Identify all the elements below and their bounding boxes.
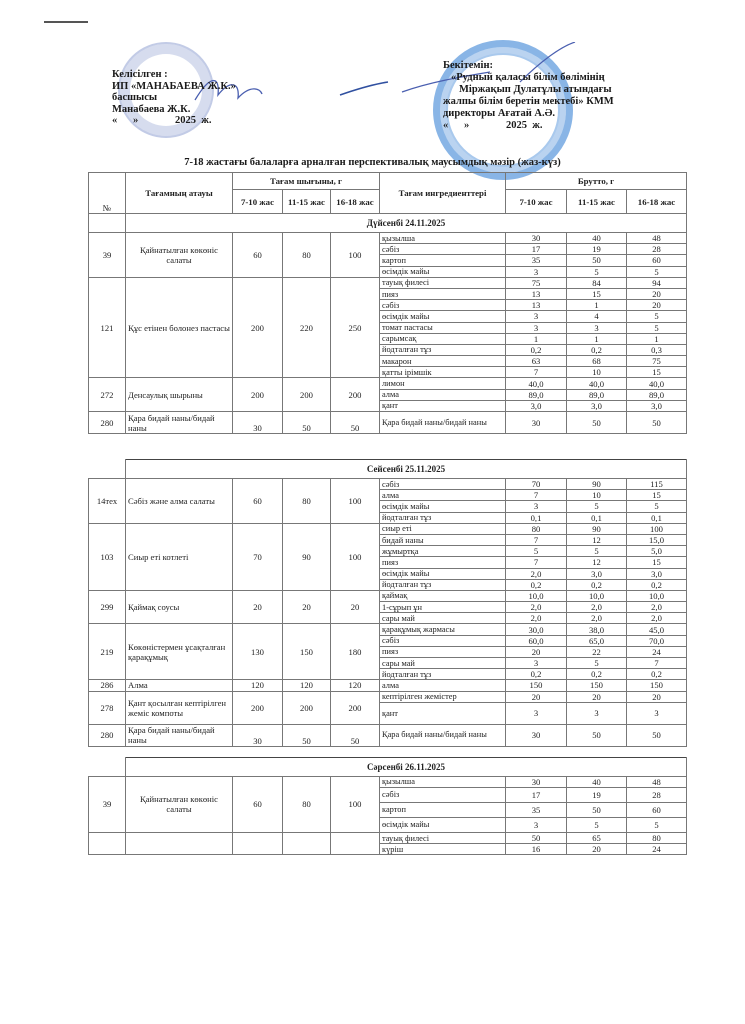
ingredient-brutto: 40,0 [506,378,567,389]
ingredient-brutto: 0,2 [627,669,687,680]
ingredient-brutto: 20 [567,691,627,702]
dish-name [126,832,233,854]
ingredient-row [89,233,687,244]
day-row-spacer [89,214,126,233]
dish-name: Сәбіз және алма салаты [126,479,233,524]
approved-org-line3: жалпы білім беретін мектебі» КММ [443,96,614,107]
ingredient-brutto: 70 [506,479,567,490]
ingredient-name: Қара бидай наны/бидай наны [380,724,506,746]
ingredient-brutto: 0,2 [567,579,627,590]
ingredient-name: пияз [380,646,506,657]
ingredient-name: йодталған тұз [380,579,506,590]
ingredient-brutto: 84 [567,277,627,288]
ingredient-brutto: 38,0 [567,624,627,635]
ingredient-brutto: 0,2 [567,344,627,355]
dish-yield: 200 [233,277,283,378]
header-yield-age-16-18: 16-18 жас [331,190,380,214]
ingredient-brutto: 2,0 [506,602,567,613]
ingredient-brutto: 12 [567,534,627,545]
day-row [89,214,687,233]
dish-number: 14тех [89,479,126,524]
ingredient-brutto: 16 [506,844,567,855]
ingredient-brutto: 7 [506,534,567,545]
ingredient-brutto: 7 [506,557,567,568]
ingredient-brutto: 0,2 [506,669,567,680]
header-brutto-age-11-15: 11-15 жас [567,190,627,214]
menu-table [88,172,687,855]
ingredient-name: томат пастасы [380,322,506,333]
day-row-spacer [89,757,126,776]
ingredient-brutto: 3 [506,266,567,277]
ingredient-brutto: 48 [627,233,687,244]
header-brutto-age-16-18: 16-18 жас [627,190,687,214]
ingredient-brutto: 60 [627,802,687,817]
ingredient-row [89,479,687,490]
dish-yield: 70 [233,523,283,590]
ingredient-brutto: 15 [627,557,687,568]
ingredient-brutto: 94 [627,277,687,288]
dish-number: 219 [89,624,126,680]
dish-yield: 250 [331,277,380,378]
ingredient-name: бидай наны [380,534,506,545]
dish-yield [233,832,283,854]
approved-director: директоры Ағатай А.Ә. [443,108,555,119]
ingredient-name: сары май [380,658,506,669]
dish-yield: 20 [331,590,380,624]
ingredient-brutto: 3 [506,501,567,512]
dish-yield: 120 [283,680,331,691]
dish-number: 278 [89,691,126,724]
ingredient-brutto: 65,0 [567,635,627,646]
ingredient-brutto: 0,2 [567,669,627,680]
ingredient-name: қант [380,400,506,411]
ingredient-brutto: 20 [567,844,627,855]
ingredient-brutto: 5 [627,311,687,322]
ingredient-name: қант [380,702,506,724]
ingredient-brutto: 5 [567,817,627,832]
ingredient-brutto: 65 [567,832,627,843]
scan-artifact-line [44,21,88,23]
dish-yield: 100 [331,523,380,590]
dish-name: Көкөністермен ұсақталған қарақұмық [126,624,233,680]
dish-yield: 50 [283,412,331,434]
ingredient-name: қатты ірімшік [380,367,506,378]
ingredient-brutto: 5 [567,546,627,557]
ingredient-brutto: 3 [506,658,567,669]
ingredient-brutto: 0,1 [506,512,567,523]
agreed-person: Манабаева Ж.К. [112,103,191,115]
ingredient-name: сәбіз [380,787,506,802]
ingredient-name: сарымсақ [380,333,506,344]
dish-yield: 200 [331,691,380,724]
dish-yield: 50 [283,724,331,746]
ingredient-brutto: 20 [627,300,687,311]
ingredient-name: өсімдік майы [380,817,506,832]
agreed-label: Келісілген : [112,69,168,80]
ingredient-brutto: 22 [567,646,627,657]
dish-yield: 200 [283,691,331,724]
ingredient-brutto: 3 [506,817,567,832]
ingredient-name: сәбіз [380,479,506,490]
ingredient-name: сәбіз [380,244,506,255]
ingredient-brutto: 5 [567,501,627,512]
dish-yield: 150 [283,624,331,680]
day-row [89,460,687,479]
ingredient-name: сиыр еті [380,523,506,534]
day-row-spacer [89,460,126,479]
day-row [89,757,687,776]
approved-org-line1: «Рудный қаласы білім бөлімінің [451,72,605,83]
ingredient-brutto: 1 [627,333,687,344]
ingredient-brutto: 115 [627,479,687,490]
ingredient-brutto: 10,0 [627,590,687,601]
ingredient-brutto: 3,0 [567,568,627,579]
ingredient-brutto: 13 [506,288,567,299]
ingredient-brutto: 2,0 [567,602,627,613]
dish-name: Қайнатылған көкөніс салаты [126,233,233,278]
dish-yield: 220 [283,277,331,378]
ingredient-brutto: 30,0 [506,624,567,635]
ingredient-brutto: 15 [627,490,687,501]
ingredient-brutto: 60 [627,255,687,266]
ingredient-name: сары май [380,613,506,624]
ingredient-row [89,776,687,787]
ingredient-brutto: 20 [627,691,687,702]
ingredient-brutto: 50 [567,255,627,266]
dish-yield: 200 [283,378,331,412]
ingredient-name: йодталған тұз [380,344,506,355]
ingredient-row [89,277,687,288]
ingredient-brutto: 80 [506,523,567,534]
ingredient-brutto: 89,0 [627,389,687,400]
ingredient-name: тауық филесі [380,832,506,843]
ingredient-brutto: 2,0 [627,602,687,613]
dish-name: Алма [126,680,233,691]
ingredient-brutto: 5 [567,658,627,669]
ingredient-name: Қара бидай наны/бидай наны [380,412,506,434]
ingredient-brutto: 30 [506,412,567,434]
ingredient-brutto: 89,0 [567,389,627,400]
ingredient-brutto: 40,0 [567,378,627,389]
ingredient-brutto: 63 [506,356,567,367]
dish-yield: 20 [283,590,331,624]
ingredient-name: пияз [380,557,506,568]
header-dish-name: Тағамның атауы [126,173,233,214]
ingredient-name: қаймақ [380,590,506,601]
ingredient-brutto: 28 [627,787,687,802]
dish-yield: 50 [331,412,380,434]
ingredient-brutto: 17 [506,787,567,802]
dish-name: Денсаулық шырыны [126,378,233,412]
ingredient-brutto: 100 [627,523,687,534]
ingredient-name: картоп [380,255,506,266]
ingredient-name: алма [380,389,506,400]
ingredient-brutto: 50 [627,412,687,434]
header-ingredients: Тағам ингредиенттері [380,173,506,214]
ingredient-brutto: 70,0 [627,635,687,646]
dish-number: 280 [89,724,126,746]
ingredient-brutto: 35 [506,802,567,817]
ingredient-brutto: 150 [627,680,687,691]
dish-name: Қара бидай наны/бидай наны [126,412,233,434]
ingredient-row [89,832,687,843]
gap-cell [89,434,687,460]
header-yield-age-7-10: 7-10 жас [233,190,283,214]
ingredient-brutto: 2,0 [506,613,567,624]
approved-block [443,60,614,132]
ingredient-brutto: 15 [567,288,627,299]
dish-yield [331,832,380,854]
dish-yield: 120 [331,680,380,691]
ingredient-brutto: 28 [627,244,687,255]
dish-number [89,832,126,854]
ingredient-brutto: 75 [627,356,687,367]
ingredient-brutto: 24 [627,646,687,657]
ingredient-brutto: 40 [567,776,627,787]
ingredient-brutto: 5 [627,266,687,277]
dish-number: 280 [89,412,126,434]
dish-name: Қант қосылған кептірілген жеміс компоты [126,691,233,724]
ingredient-brutto: 150 [506,680,567,691]
header-brutto-age-7-10: 7-10 жас [506,190,567,214]
dish-number: 121 [89,277,126,378]
ingredient-brutto: 7 [627,658,687,669]
ingredient-name: тауық филесі [380,277,506,288]
dish-number: 103 [89,523,126,590]
ingredient-name: йодталған тұз [380,669,506,680]
ingredient-brutto: 19 [567,244,627,255]
header-brutto: Брутто, г [506,173,687,190]
ingredient-brutto: 2,0 [567,613,627,624]
ingredient-brutto: 17 [506,244,567,255]
ingredient-brutto: 10,0 [567,590,627,601]
ingredient-name: жұмыртқа [380,546,506,557]
dish-yield: 120 [233,680,283,691]
ingredient-brutto: 7 [506,367,567,378]
ingredient-name: күріш [380,844,506,855]
dish-yield: 80 [283,233,331,278]
ingredient-name: пияз [380,288,506,299]
dish-yield: 180 [331,624,380,680]
ingredient-name: алма [380,680,506,691]
dish-name: Құс етінен болонез пастасы [126,277,233,378]
ingredient-brutto: 20 [506,646,567,657]
dish-yield: 60 [233,479,283,524]
ingredient-brutto: 50 [506,832,567,843]
ingredient-name: лимон [380,378,506,389]
ingredient-name: 1-сұрып ұн [380,602,506,613]
ingredient-brutto: 10,0 [506,590,567,601]
ingredient-brutto: 3 [567,322,627,333]
dish-yield [283,832,331,854]
dish-yield: 30 [233,412,283,434]
ingredient-brutto: 4 [567,311,627,322]
ingredient-row [89,590,687,601]
dish-yield: 90 [283,523,331,590]
ingredient-brutto: 50 [567,802,627,817]
dish-yield: 200 [233,378,283,412]
ingredient-brutto: 1 [567,300,627,311]
ingredient-brutto: 20 [506,691,567,702]
ingredient-row [89,624,687,635]
dish-yield: 100 [331,776,380,832]
ingredient-brutto: 20 [627,288,687,299]
ingredient-brutto: 50 [567,412,627,434]
ingredient-brutto: 3 [506,322,567,333]
ingredient-brutto: 12 [567,557,627,568]
day-label: Сәрсенбі 26.11.2025 [126,757,687,776]
agreed-company: ИП «МАНАБАЕВА Ж.К.» [112,80,236,92]
dish-yield: 20 [233,590,283,624]
ingredient-row [89,724,687,746]
ingredient-brutto: 35 [506,255,567,266]
ingredient-name: өсімдік майы [380,501,506,512]
ingredient-row [89,523,687,534]
ingredient-brutto: 50 [627,724,687,746]
ingredient-brutto: 15 [627,367,687,378]
header-yield-age-11-15: 11-15 жас [283,190,331,214]
ingredient-name: қызылша [380,233,506,244]
dish-name: Сиыр еті котлеті [126,523,233,590]
ingredient-brutto: 30 [506,776,567,787]
ingredient-brutto: 5 [506,546,567,557]
dish-yield: 80 [283,479,331,524]
ingredient-brutto: 10 [567,490,627,501]
dish-yield: 130 [233,624,283,680]
agreed-block [112,69,236,127]
ingredient-brutto: 5,0 [627,546,687,557]
ingredient-brutto: 30 [506,724,567,746]
dish-yield: 100 [331,233,380,278]
ingredient-brutto: 40 [567,233,627,244]
dish-name: Қара бидай наны/бидай наны [126,724,233,746]
dish-yield: 60 [233,233,283,278]
ingredient-brutto: 48 [627,776,687,787]
ingredient-brutto: 90 [567,479,627,490]
ingredient-brutto: 1 [506,333,567,344]
ingredient-brutto: 45,0 [627,624,687,635]
ingredient-name: алма [380,490,506,501]
day-label: Сейсенбі 25.11.2025 [126,460,687,479]
ingredient-brutto: 0,1 [627,512,687,523]
dish-yield: 200 [233,691,283,724]
ingredient-name: йодталған тұз [380,512,506,523]
ingredient-brutto: 5 [627,501,687,512]
dish-yield: 80 [283,776,331,832]
dish-number: 299 [89,590,126,624]
ingredient-brutto: 2,0 [627,613,687,624]
ingredient-name: сәбіз [380,300,506,311]
ingredient-brutto: 3,0 [506,400,567,411]
ingredient-brutto: 3 [506,702,567,724]
ingredient-brutto: 19 [567,787,627,802]
header-no: № [89,173,126,214]
ingredient-brutto: 75 [506,277,567,288]
approved-label: Бекітемін: [443,60,494,71]
ingredient-brutto: 3,0 [627,400,687,411]
ingredient-brutto: 150 [567,680,627,691]
ingredient-brutto: 40,0 [627,378,687,389]
header-row [89,173,687,190]
ingredient-brutto: 5 [627,322,687,333]
ingredient-brutto: 30 [506,233,567,244]
ingredient-name: қарақұмық жармасы [380,624,506,635]
ingredient-brutto: 50 [567,724,627,746]
dish-name: Қаймақ соусы [126,590,233,624]
agreed-position: басшысы [112,92,158,103]
day-label: Дүйсенбі 24.11.2025 [126,214,687,233]
section-gap [89,746,687,757]
ingredient-name: өсімдік майы [380,311,506,322]
ingredient-brutto: 60,0 [506,635,567,646]
ingredient-name: картоп [380,802,506,817]
dish-yield: 60 [233,776,283,832]
dish-name: Қайнатылған көкөніс салаты [126,776,233,832]
dish-number: 39 [89,233,126,278]
ingredient-row [89,378,687,389]
ingredient-name: кептірілген жемістер [380,691,506,702]
ingredient-brutto: 2,0 [506,568,567,579]
ingredient-name: макарон [380,356,506,367]
ingredient-brutto: 1 [567,333,627,344]
ingredient-name: сәбіз [380,635,506,646]
ingredient-brutto: 0,2 [627,579,687,590]
agreed-date: « » 2025 ж. [112,115,212,126]
ingredient-name: өсімдік майы [380,568,506,579]
ingredient-brutto: 5 [567,266,627,277]
ingredient-brutto: 3,0 [567,400,627,411]
document-title: 7-18 жастағы балаларға арналған перспективалық маусымдық мәзір (жаз-күз) [184,157,561,168]
ingredient-brutto: 3,0 [627,568,687,579]
ingredient-brutto: 0,2 [506,344,567,355]
ingredient-brutto: 13 [506,300,567,311]
ingredient-brutto: 0,2 [506,579,567,590]
ingredient-name: қызылша [380,776,506,787]
section-gap [89,434,687,460]
ingredient-row [89,680,687,691]
ingredient-row [89,691,687,702]
dish-number: 286 [89,680,126,691]
dish-yield: 50 [331,724,380,746]
ingredient-brutto: 3 [627,702,687,724]
ingredient-brutto: 24 [627,844,687,855]
ingredient-brutto: 0,3 [627,344,687,355]
ingredient-brutto: 80 [627,832,687,843]
ingredient-brutto: 68 [567,356,627,367]
ingredient-row [89,412,687,434]
dish-yield: 100 [331,479,380,524]
ingredient-brutto: 3 [567,702,627,724]
ingredient-brutto: 15,0 [627,534,687,545]
approved-org-line2: Міржақып Дулатұлы атындағы [459,84,612,95]
dish-yield: 200 [331,378,380,412]
dish-number: 272 [89,378,126,412]
ingredient-name: өсімдік майы [380,266,506,277]
dish-yield: 30 [233,724,283,746]
ingredient-brutto: 89,0 [506,389,567,400]
ingredient-brutto: 90 [567,523,627,534]
ingredient-brutto: 10 [567,367,627,378]
ingredient-brutto: 7 [506,490,567,501]
ingredient-brutto: 5 [627,817,687,832]
dish-number: 39 [89,776,126,832]
approved-date: « » 2025 ж. [443,120,543,131]
header-yield: Тағам шығыны, г [233,173,380,190]
ingredient-brutto: 0,1 [567,512,627,523]
ingredient-brutto: 3 [506,311,567,322]
gap-cell [89,746,687,757]
